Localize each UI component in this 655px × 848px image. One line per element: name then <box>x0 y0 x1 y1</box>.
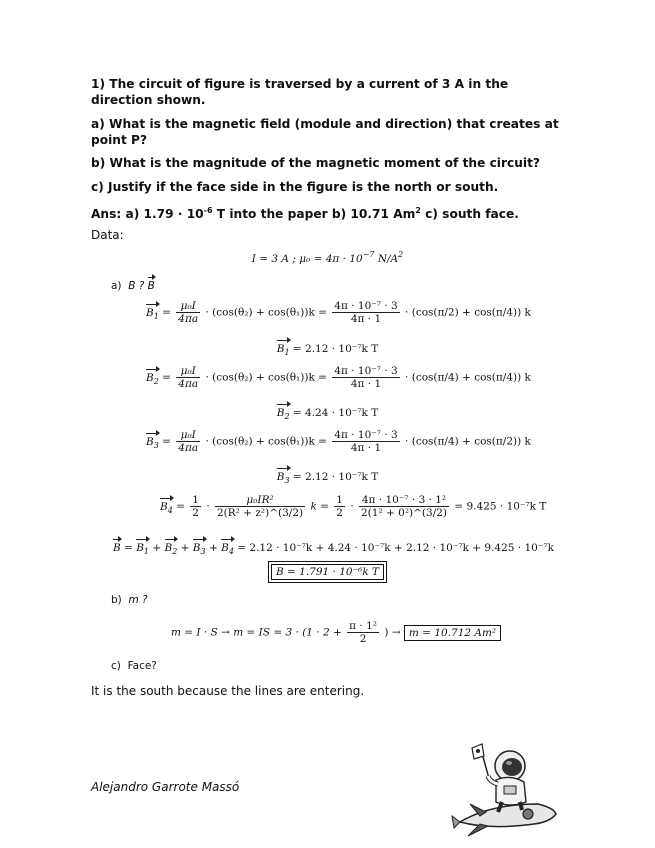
question-b: b) What is the magnitude of the magnetic moment of the circuit? <box>91 156 540 170</box>
section-a-heading: a) B ? B <box>111 277 155 292</box>
b2-equation: $B_2$ = $\frac{\text{μ₀I}}{4\pi a}$ · (cos(θ₂) + cos(θ₁))k = $\frac{\text{4π · 10⁻⁷ · 3}}{4\pi \cdot 1}$ · (cos(π/4) + cos(π/4)) k <box>146 365 531 390</box>
moment-equation: m = I · S → m = IS = 3 · (1 · 2 + $\frac{\text{π · 1²}}{2}$ ) → m = 10.712 Am² <box>171 620 501 645</box>
sum-equation: $B = B_1 + B_2 + B_3 + B_4 = 2.12 \cdot 10^{-7}k + 4.24 \cdot 10^{-7}k + 2.12 \cdot 10^{-7}k + 9.425 \cdot 10^{-7}k$ <box>113 539 554 556</box>
section-c-heading: c) Face? <box>111 660 157 672</box>
b3-result: $B_3 = 2.12 \cdot 10^{-7}k$ T <box>0 468 655 485</box>
total-field-result: B = 1.791 · 10⁻⁶k T <box>0 566 655 578</box>
astronaut-rocket-illustration <box>450 742 560 838</box>
givens-equation: I = 3 A ; $\mu_0 = 4\pi \cdot 10^{-7}$ $N/A^2$ <box>251 250 404 265</box>
b1-equation: $B_1$ = $\frac{\text{μ₀I}}{4\pi a}$ · (cos(θ₂) + cos(θ₁))k = $\frac{\text{4π · 10⁻⁷ · 3}}{4\pi \cdot 1}$ · (cos(π/2) + cos(π/4)) k <box>146 300 531 325</box>
b4-equation: $B_4$ = $\frac{1}{2}$ · $\frac{\text{μ₀IR²}}{\text{2(R² + z²)\textasciicircum{}(3/2)}}$ k = $\frac{1}{2}$ · $\frac{\text{4π · 10⁻⁷ · 3 · 1²}}{\text{2(1² + 0²)\textasciicircum{}(3/2)}}$ = 9.425 · 10⁻⁷k T <box>160 494 547 519</box>
section-b-heading: b) m ? <box>111 594 148 606</box>
conclusion-text: It is the south because the lines are entering. <box>91 684 365 698</box>
b3-equation: $B_3$ = $\frac{\text{μ₀I}}{4\pi a}$ · (cos(θ₂) + cos(θ₁))k = $\frac{\text{4π · 10⁻⁷ · 3}}{4\pi \cdot 1}$ · (cos(π/4) + cos(π/2)) k <box>146 429 531 454</box>
problem-statement: 1) The circuit of figure is traversed by a current of 3 A in the direction shown. <box>91 77 509 107</box>
answer-line: Ans: a) $1.79 \cdot 10^{-6}$ T into the paper b) 10.71 Am$^2$ c) south face. <box>91 206 519 221</box>
b2-result: $B_2 = 4.24 \cdot 10^{-7}k$ T <box>0 404 655 421</box>
data-label: Data: <box>91 228 124 242</box>
b1-result: $B_1 = 2.12 \cdot 10^{-7}k$ T <box>0 340 655 357</box>
author-name: Alejandro Garrote Massó <box>91 780 240 794</box>
question-c: c) Justify if the face side in the figure is the north or south. <box>91 180 499 194</box>
question-a: a) What is the magnetic field (module and direction) that creates at point P? <box>91 117 559 147</box>
